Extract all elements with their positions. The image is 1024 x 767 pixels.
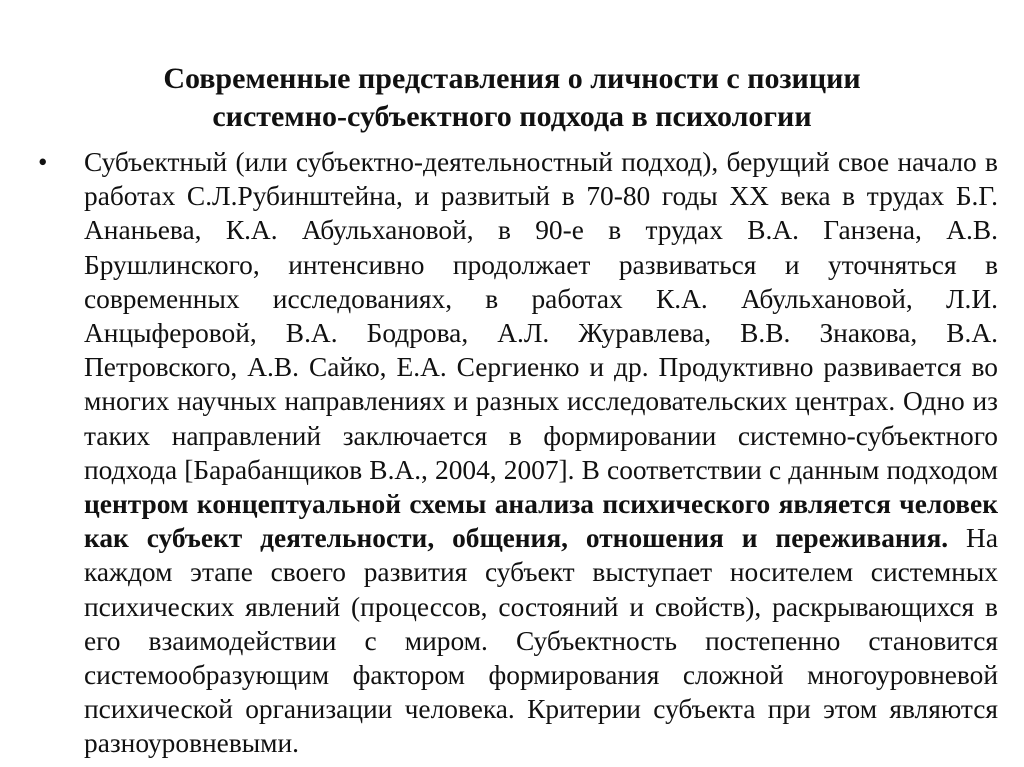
slide-title <box>90 60 934 136</box>
bullet-paragraph <box>84 145 998 761</box>
paragraph-conclusion: На каждом этапе своего развития субъект выступает носителем системных психических явлений (процессов, состояний и свойств), раскрывающихся в его взаимодействии с миром. Субъектность постепенно становится системообразующим фактором формирования сложной многоуровневой психической организации человека. Критерии субъекта при этом являются разноуровневыми. <box>84 523 998 759</box>
bullet-icon: • <box>38 147 48 177</box>
slide-title-line-2: системно-субъектного подхода в психологии <box>212 100 812 133</box>
bullet-item <box>38 145 998 761</box>
paragraph-emphasis: центром концептуальной схемы анализа психического является человек как субъект деятельности, общения, отношения и переживания. <box>84 489 998 554</box>
slide-title-line-1: Современные представления о личности с позиции <box>163 62 861 95</box>
bullet-list <box>38 145 998 761</box>
paragraph-intro: Субъектный (или субъектно-деятельностный подход), берущий свое начало в работах С.Л.Рубинштейна, и развитый в 70-80 годы XX века в трудах Б.Г. Ананьева, К.А. Абульхановой, в 90-е в трудах В.А. Ганзена, А.В. Брушлинского, интенсивно продолжает развиваться и уточняться в современных исследованиях, в работах К.А. Абульхановой, Л.И. Анцыферовой, В.А. Бодрова, А.Л. Журавлева, В.В. Знакова, В.А. Петровского, А.В. Сайко, Е.А. Сергиенко и др. Продуктивно развивается во многих научных направлениях и разных исследовательских центрах. Одно из таких направлений заключается в формировании системно-субъектного подхода [Барабанщиков В.А., 2004, 2007]. В соответствии с данным подходом <box>84 147 998 485</box>
